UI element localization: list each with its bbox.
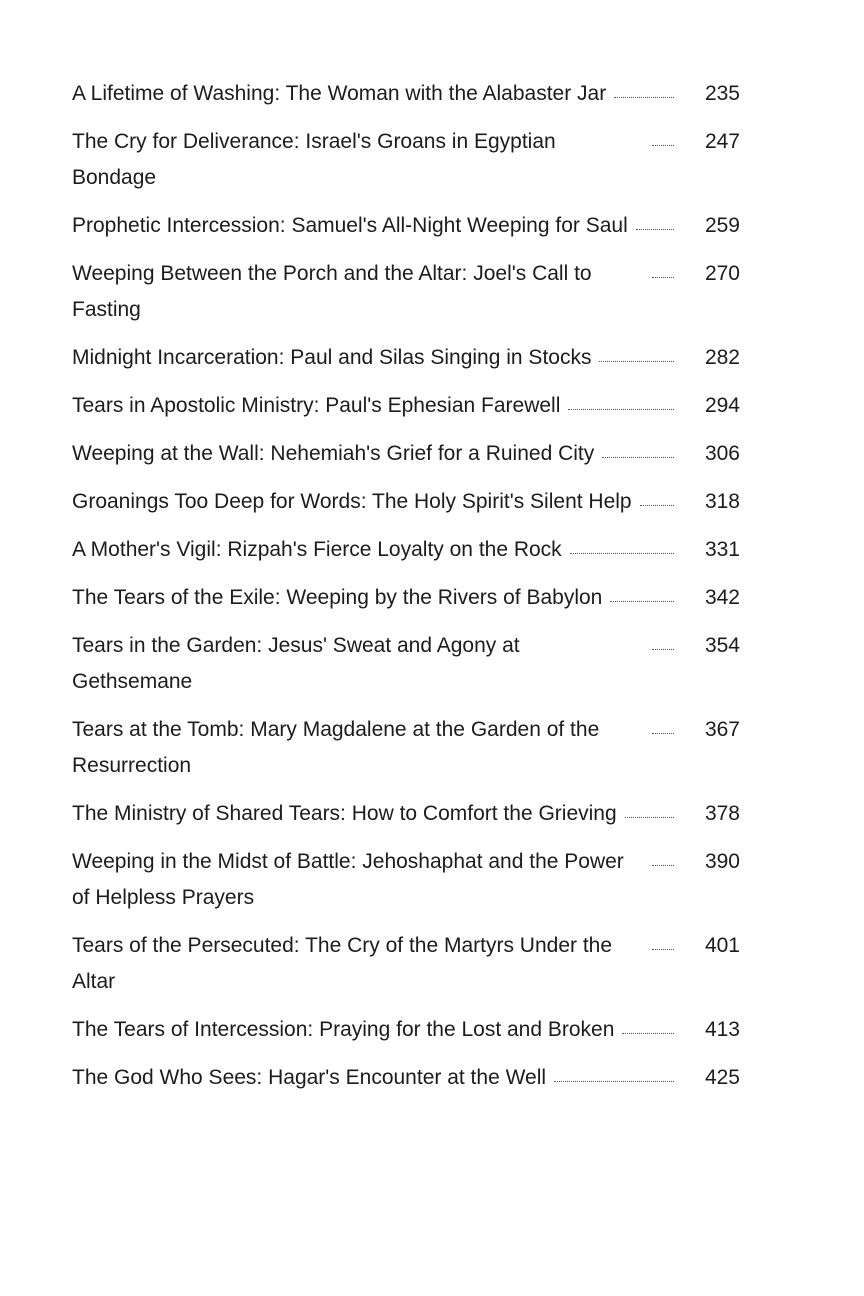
toc-entry[interactable] xyxy=(72,1060,740,1096)
dot-leader xyxy=(570,551,674,554)
dot-leader xyxy=(568,407,674,410)
dot-leader xyxy=(652,863,674,866)
toc-entry-page-number: 425 xyxy=(704,1066,740,1089)
toc-entry[interactable] xyxy=(72,484,740,520)
toc-entry-title: Weeping Between the Porch and the Altar: Joel's Call to Fasting xyxy=(72,262,592,321)
toc-entry-title: Tears at the Tomb: Mary Magdalene at the Garden of the Resurrection xyxy=(72,718,600,777)
toc-entry[interactable] xyxy=(72,928,740,1000)
toc-entry[interactable] xyxy=(72,340,740,376)
dot-leader xyxy=(652,143,674,146)
toc-entry-page-number: 401 xyxy=(704,934,740,957)
toc-entry-page-number: 354 xyxy=(704,634,740,657)
toc-entry[interactable] xyxy=(72,580,740,616)
toc-entry-title: Tears in the Garden: Jesus' Sweat and Agony at Gethsemane xyxy=(72,634,520,693)
dot-leader xyxy=(622,1031,674,1034)
dot-leader xyxy=(652,731,674,734)
dot-leader xyxy=(610,599,674,602)
toc-entry-page-number: 270 xyxy=(704,262,740,285)
toc-entry-title: Tears in Apostolic Ministry: Paul's Ephesian Farewell xyxy=(72,394,561,417)
toc-entry-title: A Lifetime of Washing: The Woman with the Alabaster Jar xyxy=(72,82,607,105)
toc-entry[interactable] xyxy=(72,796,740,832)
toc-entry[interactable] xyxy=(72,436,740,472)
toc-entry-page-number: 318 xyxy=(704,490,740,513)
toc-entry-page-number: 342 xyxy=(704,586,740,609)
dot-leader xyxy=(554,1079,674,1082)
toc-entry-title: Weeping in the Midst of Battle: Jehoshaphat and the Power of Helpless Prayers xyxy=(72,850,624,909)
toc-entry-page-number: 413 xyxy=(704,1018,740,1041)
toc-entry-page-number: 259 xyxy=(704,214,740,237)
toc-entry[interactable] xyxy=(72,76,740,112)
toc-entry[interactable] xyxy=(72,256,740,328)
dot-leader xyxy=(652,947,674,950)
toc-entry-page-number: 282 xyxy=(704,346,740,369)
toc-entry-title: Midnight Incarceration: Paul and Silas Singing in Stocks xyxy=(72,346,592,369)
toc-entry-title: The Tears of the Exile: Weeping by the Rivers of Babylon xyxy=(72,586,603,609)
table-of-contents xyxy=(72,76,740,1108)
dot-leader xyxy=(640,503,674,506)
toc-entry[interactable] xyxy=(72,712,740,784)
dot-leader xyxy=(614,95,674,98)
toc-entry-page-number: 378 xyxy=(704,802,740,825)
toc-entry-title: Tears of the Persecuted: The Cry of the Martyrs Under the Altar xyxy=(72,934,613,993)
toc-entry-page-number: 294 xyxy=(704,394,740,417)
toc-entry-page-number: 390 xyxy=(704,850,740,873)
toc-entry-title: Weeping at the Wall: Nehemiah's Grief for a Ruined City xyxy=(72,442,595,465)
dot-leader xyxy=(636,227,674,230)
toc-entry-title: Groanings Too Deep for Words: The Holy Spirit's Silent Help xyxy=(72,490,632,513)
toc-entry-page-number: 306 xyxy=(704,442,740,465)
toc-entry-title: Prophetic Intercession: Samuel's All-Night Weeping for Saul xyxy=(72,214,628,237)
dot-leader xyxy=(652,275,674,278)
toc-entry-title: A Mother's Vigil: Rizpah's Fierce Loyalty on the Rock xyxy=(72,538,562,561)
dot-leader xyxy=(652,647,674,650)
toc-entry-page-number: 367 xyxy=(704,718,740,741)
toc-entry[interactable] xyxy=(72,208,740,244)
toc-entry-page-number: 235 xyxy=(704,82,740,105)
toc-entry-page-number: 331 xyxy=(704,538,740,561)
dot-leader xyxy=(599,359,674,362)
dot-leader xyxy=(602,455,674,458)
toc-entry-page-number: 247 xyxy=(704,130,740,153)
toc-entry[interactable] xyxy=(72,844,740,916)
toc-entry[interactable] xyxy=(72,532,740,568)
toc-entry-title: The Tears of Intercession: Praying for the Lost and Broken xyxy=(72,1018,615,1041)
dot-leader xyxy=(625,815,674,818)
toc-entry[interactable] xyxy=(72,124,740,196)
toc-entry-title: The God Who Sees: Hagar's Encounter at the Well xyxy=(72,1066,547,1089)
toc-entry[interactable] xyxy=(72,1012,740,1048)
toc-entry[interactable] xyxy=(72,388,740,424)
toc-entry-title: The Ministry of Shared Tears: How to Comfort the Grieving xyxy=(72,802,617,825)
toc-entry[interactable] xyxy=(72,628,740,700)
toc-entry-title: The Cry for Deliverance: Israel's Groans in Egyptian Bondage xyxy=(72,130,556,189)
